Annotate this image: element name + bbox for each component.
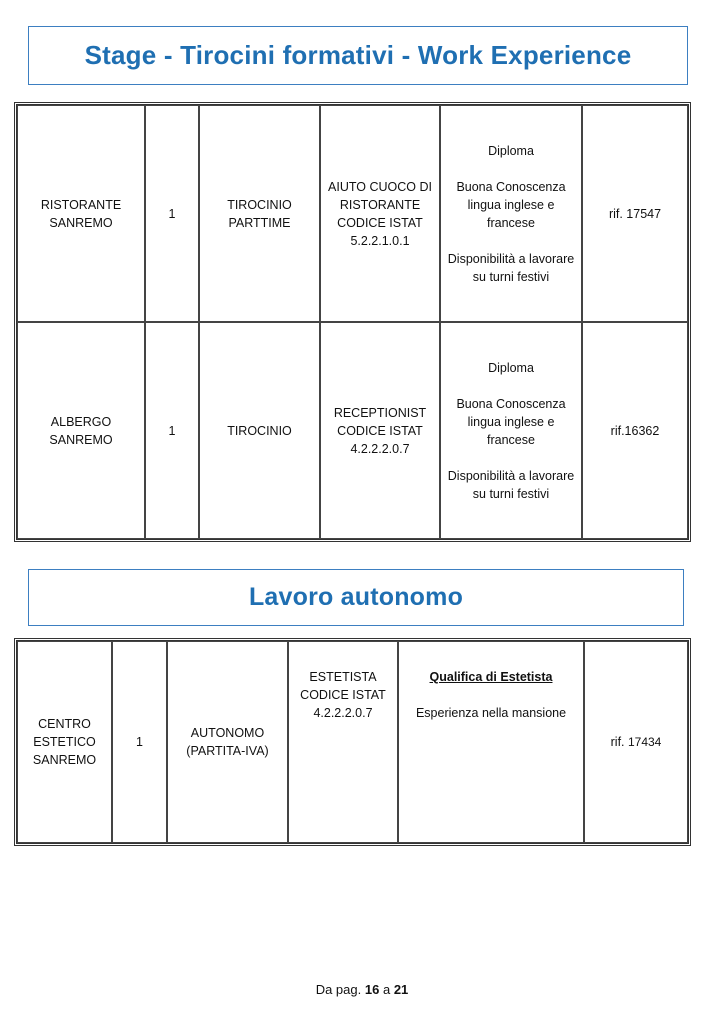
footer-prefix: Da pag.: [315, 982, 362, 997]
table-row: [17, 641, 688, 843]
count-cell: 1: [145, 105, 199, 322]
count-cell: 1: [145, 322, 199, 539]
role-cell: [288, 641, 398, 843]
footer-page-number: 16: [364, 982, 380, 997]
reference-cell: rif. 17547: [582, 105, 688, 322]
count-cell: 1: [112, 641, 167, 843]
job-table-autonomo: [14, 638, 691, 846]
job-table-stage: [14, 102, 691, 542]
requirement-item: Buona Conoscenza lingua inglese e francese: [456, 179, 566, 230]
requirement-item: Diploma: [488, 360, 534, 375]
contract-cell: TIROCINIO PARTTIME: [199, 105, 320, 322]
requirement-item: Diploma: [488, 143, 534, 158]
page-footer: [0, 982, 724, 997]
table-row: [17, 322, 688, 539]
requirement-item: Esperienza nella mansione: [415, 706, 567, 720]
employer-cell: RISTORANTE SANREMO: [17, 105, 145, 322]
section-title-box-autonomo: [28, 569, 684, 626]
reference-cell: rif.16362: [582, 322, 688, 539]
employer-cell: CENTRO ESTETICO SANREMO: [17, 641, 112, 843]
contract-cell: AUTONOMO (PARTITA-IVA): [167, 641, 288, 843]
reference-number: 17434: [627, 735, 662, 749]
role-cell: RECEPTIONIST CODICE ISTAT 4.2.2.2.0.7: [320, 322, 440, 539]
requirements-cell: [440, 322, 582, 539]
section-title-stage: Stage - Tirocini formativi - Work Experience: [84, 40, 632, 70]
reference-cell: [584, 641, 688, 843]
section-title-autonomo: Lavoro autonomo: [248, 583, 464, 611]
requirement-item: Qualifica di Estetista: [429, 670, 553, 684]
table-row: [17, 105, 688, 322]
requirement-item: Buona Conoscenza lingua inglese e francese: [456, 396, 566, 447]
requirements-cell: [440, 105, 582, 322]
requirement-item: Disponibilità a lavorare su turni festivi: [447, 251, 575, 284]
employer-cell: ALBERGO SANREMO: [17, 322, 145, 539]
reference-prefix: rif.: [610, 735, 628, 749]
footer-total-pages: 21: [393, 982, 409, 997]
role-text: ESTETISTA CODICE ISTAT 4.2.2.2.0.7: [300, 670, 386, 720]
requirement-item: Disponibilità a lavorare su turni festivi: [447, 468, 575, 501]
footer-separator: a: [382, 982, 391, 997]
requirements-cell: [398, 641, 584, 843]
section-title-box-stage: [28, 26, 688, 85]
contract-cell: TIROCINIO: [199, 322, 320, 539]
role-cell: AIUTO CUOCO DI RISTORANTE CODICE ISTAT 5.2.2.1.0.1: [320, 105, 440, 322]
